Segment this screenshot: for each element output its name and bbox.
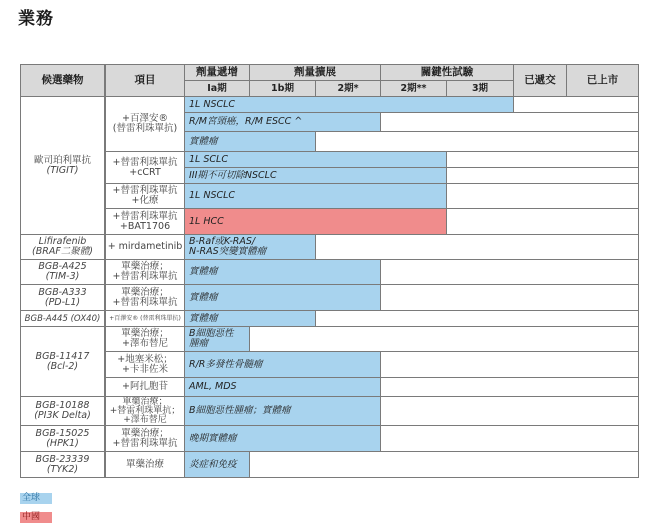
item-line: +阿扎胞苷 [122, 381, 168, 392]
drug-name: BGB-11417 [35, 350, 90, 362]
item-cell [105, 96, 185, 152]
drug-cell [20, 310, 105, 327]
header-dose-escalation: 劑量遞增 [184, 64, 250, 81]
phase-bar-global: 實體瘤 [184, 310, 316, 327]
phase-row-cell [184, 451, 639, 478]
item-line: 單藥治療； [121, 427, 169, 439]
header-drug: 候選藥物 [20, 64, 105, 97]
item-cell [105, 425, 185, 452]
phase-bar-global: 炎症和免疫 [184, 451, 250, 478]
item-cell [105, 259, 185, 285]
item-line: +替雷利珠單抗 [112, 185, 178, 196]
item-line: +澤布替尼 [123, 414, 167, 425]
header-item: 項目 [105, 64, 185, 97]
legend-global: 全球 [20, 493, 52, 504]
phase-bar-global [184, 326, 250, 352]
phase-bar-line: 腫瘤 [189, 338, 209, 349]
phase-bar-global: R/M宮頸癌，R/M ESCC ^ [184, 112, 381, 132]
item-cell [105, 234, 185, 260]
legend-china: 中國 [20, 512, 52, 523]
header-phase-2: 2期* [315, 80, 381, 97]
item-line: 單藥治療； [121, 328, 169, 339]
drug-target: (BRAF二聚體) [32, 246, 93, 257]
phase-bar-line: B-Raf或K-RAS/ [189, 236, 256, 247]
drug-target: (Bcl-2) [46, 360, 79, 372]
item-cell [105, 183, 185, 209]
drug-target: (TYK2) [46, 463, 79, 475]
phase-bar-line: B細胞惡性 [189, 328, 234, 339]
drug-cell [20, 234, 105, 260]
item-line: 單藥治療； [122, 396, 168, 407]
drug-name: BGB-15025 [35, 427, 90, 439]
drug-cell [20, 425, 105, 452]
header-phase-1a: Ia期 [184, 80, 250, 97]
phase-bar-line: N-RAS突變實體瘤 [189, 246, 267, 257]
header-phase-3: 3期 [446, 80, 514, 97]
item-line: + mirdametinib [107, 241, 183, 252]
item-cell [105, 310, 185, 327]
drug-name: BGB-10188 [35, 400, 90, 411]
item-cell [105, 396, 185, 426]
phase-bar-global: 實體瘤 [184, 284, 381, 311]
drug-name: BGB-A425 [38, 261, 87, 272]
drug-target: (TIM-3) [45, 271, 80, 282]
item-line: +替雷利珠單抗 [112, 296, 178, 308]
drug-target: (PD-L1) [44, 296, 81, 308]
header-pivotal: 關鍵性試驗 [380, 64, 514, 81]
item-line: +替雷利珠單抗 [112, 437, 178, 449]
drug-cell [20, 259, 105, 285]
drug-cell [20, 284, 105, 311]
phase-bar-global: 晚期實體瘤 [184, 425, 381, 452]
phase-bar-global [184, 234, 316, 260]
item-line: +cCRT [129, 166, 161, 178]
page-title: 業務 [18, 9, 54, 29]
phase-bar-global: 1L SCLC [184, 151, 447, 168]
item-line: +替雷利珠單抗 [112, 156, 178, 168]
header-launched: 已上市 [566, 64, 639, 97]
item-line: 單藥治療； [121, 286, 169, 298]
item-line: +化療 [131, 195, 159, 206]
header-phase-2b: 2期** [380, 80, 447, 97]
item-line: +替雷利珠單抗 [112, 210, 178, 222]
item-cell [105, 284, 185, 311]
item-line: +地塞米松； [117, 353, 173, 365]
drug-name: BGB-23339 [35, 453, 90, 465]
phase-bar-global: 實體瘤 [184, 259, 381, 285]
phase-bar-global: 實體瘤 [184, 131, 316, 152]
drug-name: BGB-A333 [38, 286, 87, 298]
phase-bar-global: 1L NSCLC [184, 96, 514, 113]
item-line: 單藥治療 [125, 458, 164, 470]
header-dose-expansion: 劑量擴展 [249, 64, 381, 81]
header-submitted: 已遞交 [513, 64, 567, 97]
item-line: +百澤安® (替雷利珠單抗) [109, 315, 181, 322]
item-cell [105, 351, 185, 378]
item-cell [105, 151, 185, 184]
drug-target: (TIGIT) [46, 164, 79, 176]
drug-cell [20, 396, 105, 426]
phase-bar-global: 1L NSCLC [184, 183, 447, 209]
phase-bar-global: B細胞惡性腫瘤；實體瘤 [184, 396, 381, 426]
item-cell [105, 377, 185, 397]
drug-cell [20, 96, 105, 235]
drug-name: BGB-A445 (OX40) [24, 313, 101, 324]
item-cell [105, 451, 185, 478]
phase-bar-global: R/R多發性骨髓瘤 [184, 351, 381, 378]
item-cell [105, 208, 185, 235]
drug-target: (HPK1) [46, 437, 79, 449]
item-line: +卡非佐米 [122, 363, 168, 375]
drug-cell [20, 326, 105, 397]
item-line: (替雷利珠單抗) [112, 123, 178, 134]
phase-bar-global: AML, MDS [184, 377, 381, 397]
drug-name: Lifirafenib [38, 236, 87, 247]
item-line: +BAT1706 [119, 220, 171, 232]
drug-name: 歐司珀利單抗 [33, 154, 91, 166]
phase-bar-global: III期不可切除NSCLC [184, 167, 447, 184]
phase-row-cell [184, 326, 639, 352]
drug-cell [20, 451, 105, 478]
item-line: +替雷利珠單抗； [109, 405, 181, 416]
item-line: +替雷利珠單抗 [112, 271, 178, 282]
phase-bar-china: 1L HCC [184, 208, 447, 235]
item-line: 單藥治療； [121, 261, 169, 272]
header-phase-1b: 1b期 [249, 80, 316, 97]
drug-target: (PI3K Delta) [34, 410, 91, 421]
item-line: +澤布替尼 [122, 338, 168, 349]
item-cell [105, 326, 185, 352]
item-line: +百澤安® [122, 113, 168, 124]
